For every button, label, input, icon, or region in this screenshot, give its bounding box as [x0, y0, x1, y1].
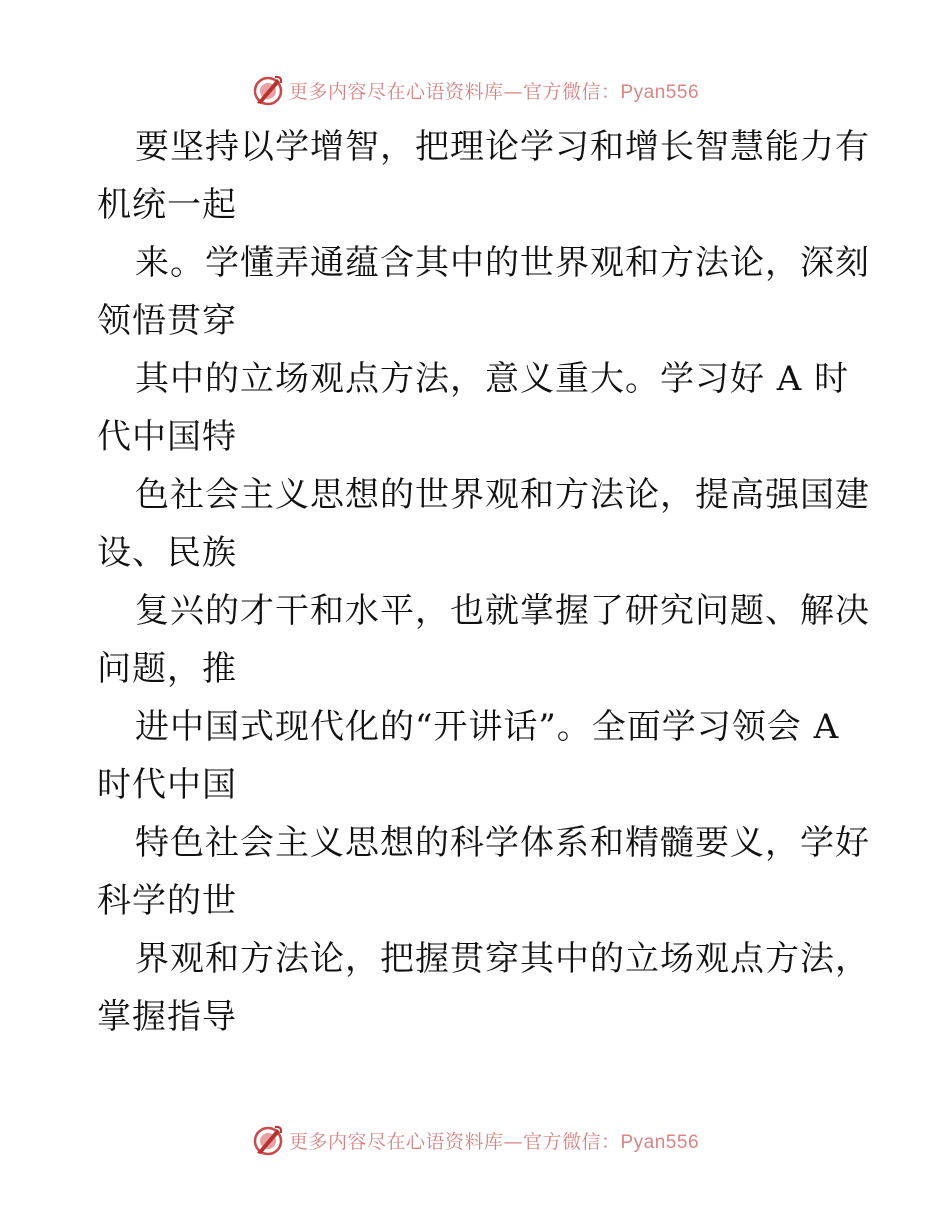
wechat-id: Pyan556 — [620, 81, 700, 103]
banner-slogan: 更多内容尽在心语资料库—官方微信： — [288, 80, 621, 103]
text-line: 领悟贯穿 — [97, 301, 237, 341]
banner-text — [289, 1127, 699, 1154]
text-line: 进中国式现代化的“开讲话”。全面学习领会 A — [135, 707, 840, 747]
text-line: 设、民族 — [97, 533, 237, 573]
document-body — [97, 118, 870, 1046]
text-line: 复兴的才干和水平，也就掌握了研究问题、解决 — [135, 591, 870, 631]
text-line: 代中国特 — [97, 417, 237, 457]
banner-slogan: 更多内容尽在心语资料库—官方微信： — [288, 1130, 621, 1153]
text-line: 科学的世 — [97, 881, 237, 921]
quill-seal-icon — [251, 73, 285, 107]
text-line: 时代中国 — [97, 765, 237, 805]
text-line: 问题，推 — [97, 649, 237, 689]
text-line: 界观和方法论，把握贯穿其中的立场观点方法， — [135, 939, 870, 979]
wechat-id: Pyan556 — [620, 1131, 700, 1153]
text-line: 特色社会主义思想的科学体系和精髓要义，学好 — [135, 823, 870, 863]
text-line: 色社会主义思想的世界观和方法论，提高强国建 — [135, 475, 870, 515]
text-line: 要坚持以学增智，把理论学习和增长智慧能力有 — [135, 127, 870, 167]
text-line: 来。学懂弄通蕴含其中的世界观和方法论，深刻 — [135, 243, 870, 283]
header-banner — [0, 70, 950, 110]
banner-text — [289, 77, 699, 104]
text-line: 机统一起 — [97, 185, 237, 225]
footer-banner — [0, 1120, 950, 1160]
quill-seal-icon — [251, 1123, 285, 1157]
text-line: 其中的立场观点方法，意义重大。学习好 A 时 — [135, 359, 850, 399]
text-line: 掌握指导 — [97, 997, 237, 1037]
